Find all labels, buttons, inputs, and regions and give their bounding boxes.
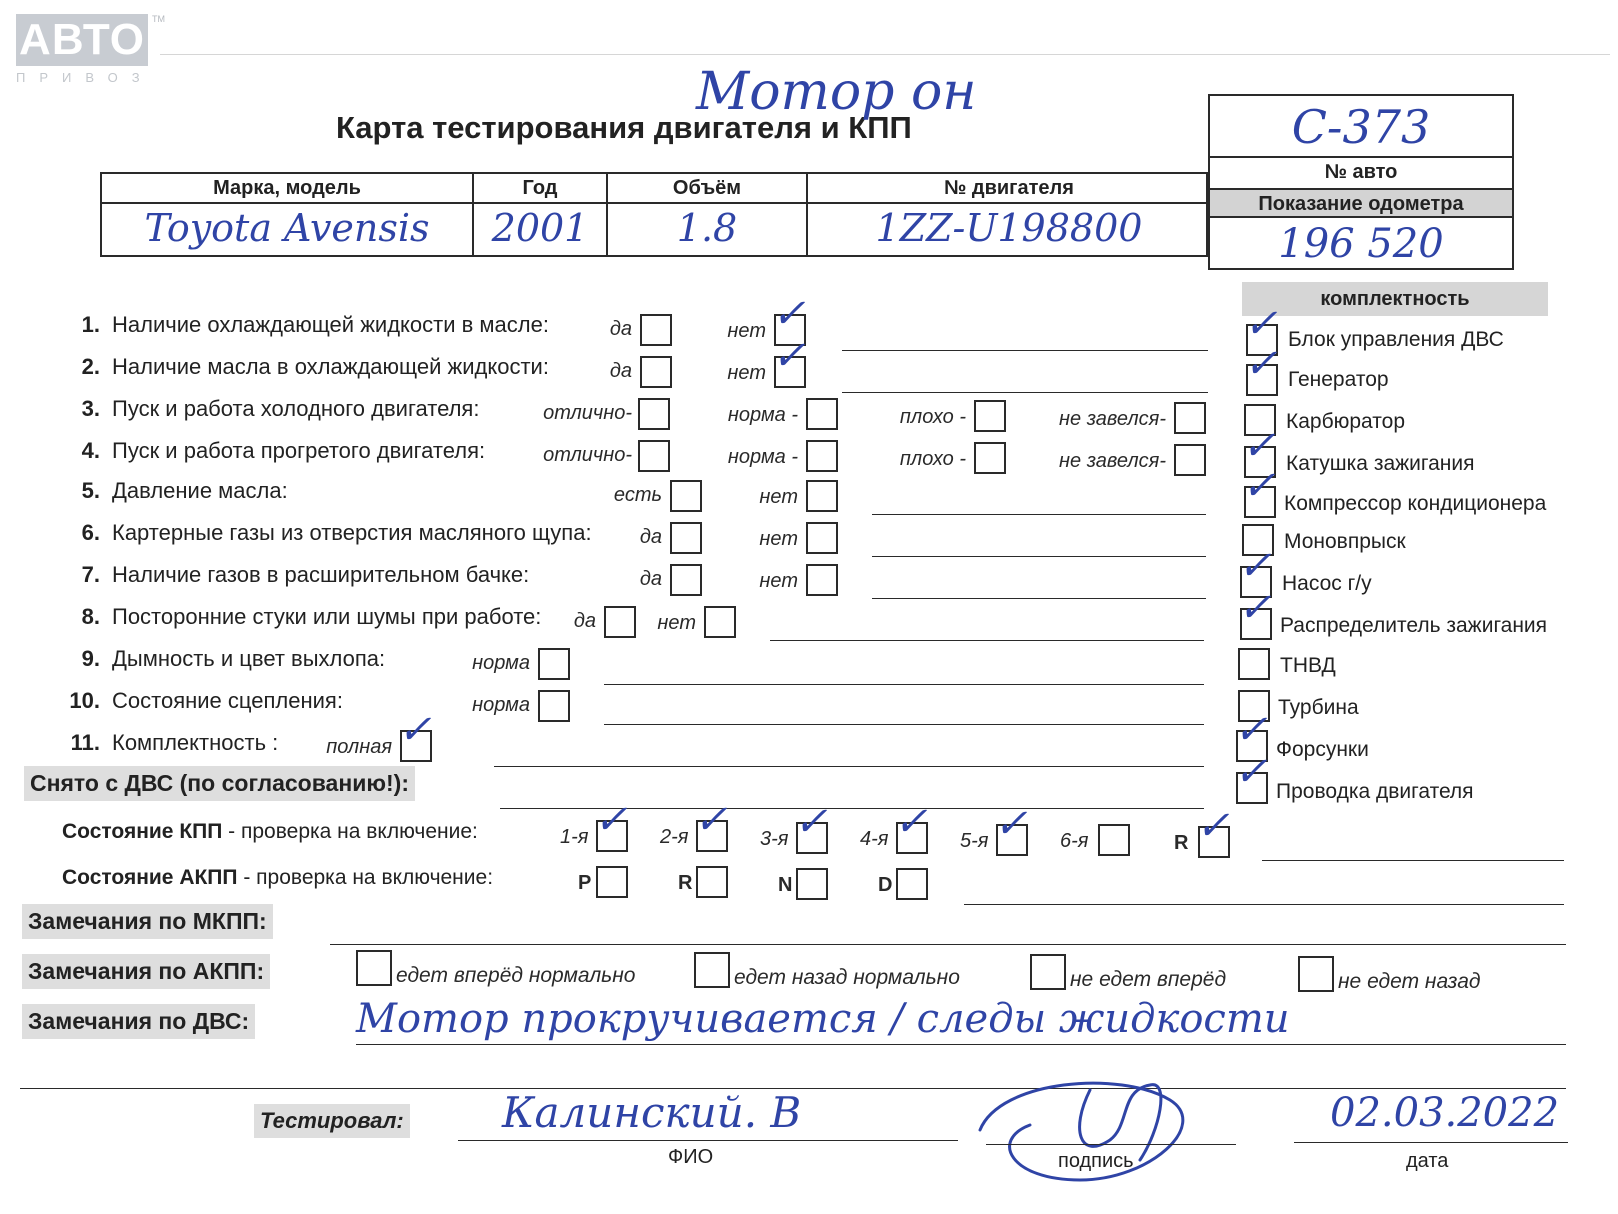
kit-item-label: Генератор (1288, 368, 1389, 391)
logo-main: АВТО (16, 14, 148, 66)
question-text: Наличие газов в расширительном бачке: (112, 562, 530, 587)
removed-section-label: Снято с ДВС (по согласованию!): (24, 766, 415, 801)
kit-distributor-checkbox[interactable] (1238, 585, 1272, 640)
q4-not-started-checkbox[interactable] (1174, 444, 1206, 476)
date-handwritten: 02.03.2022 (1330, 1090, 1560, 1136)
col-header: Объём (608, 174, 806, 204)
gear-label: 2-я (660, 826, 689, 848)
option-label: полная (326, 736, 392, 758)
akpp-r-checkbox[interactable] (696, 866, 728, 898)
q4-bad-checkbox[interactable] (974, 442, 1006, 474)
auto-number-box (1208, 94, 1514, 270)
kit-engine-wiring-checkbox[interactable] (1234, 749, 1268, 804)
check-mark-icon: ✓ (894, 799, 928, 845)
kit-item-label: Карбюратор (1286, 410, 1406, 433)
option-label: да (609, 318, 632, 340)
akpp-gear-label: R (678, 872, 693, 894)
col-make-model (102, 174, 474, 255)
remarks-akpp-label: Замечания по АКПП: (22, 954, 270, 989)
kit-item-label: Моновпрыск (1284, 530, 1406, 553)
kpp-label-bold: Состояние КПП (62, 820, 223, 843)
check-mark-icon: ✓ (1238, 543, 1272, 589)
question-text: Комплектность : (112, 730, 279, 755)
tested-by-label: Тестировал: (254, 1104, 410, 1138)
gear-label: 3-я (760, 828, 789, 850)
option-label: да (639, 526, 662, 548)
answer-line (330, 944, 1566, 945)
option-label: плохо - (899, 448, 966, 470)
option-label: нет (759, 486, 798, 508)
kit-item-label: Насос г/у (1282, 572, 1372, 595)
option-label: не завелся- (1059, 408, 1166, 430)
question-number: 11. (70, 730, 100, 755)
answer-line (770, 640, 1204, 641)
q3-bad-checkbox[interactable] (974, 400, 1006, 432)
kit-item-label: Распределитель зажигания (1280, 614, 1548, 637)
q7-yes-checkbox[interactable] (670, 564, 702, 596)
col-header: Год (474, 174, 606, 204)
kit-item-label: Турбина (1278, 696, 1359, 719)
option-label: норма (472, 694, 530, 716)
question-number: 8. (81, 604, 100, 629)
akpp-no-backward-checkbox[interactable] (1298, 956, 1334, 992)
logo-tm: TM (152, 14, 165, 24)
auto-number-value: С-373 (1210, 96, 1512, 158)
check-mark-icon: ✓ (694, 797, 728, 843)
gear-2-checkbox[interactable] (694, 797, 728, 852)
check-mark-icon: ✓ (1234, 707, 1268, 753)
akpp-gear-label: N (778, 874, 793, 896)
q2-yes-checkbox[interactable] (640, 356, 672, 388)
tester-name-handwritten: Калинский. В (502, 1088, 802, 1137)
kit-item-label: Форсунки (1276, 738, 1369, 761)
check-mark-icon: ✓ (1238, 585, 1272, 631)
q2-no-checkbox[interactable] (772, 333, 806, 388)
option-label: нет (759, 570, 798, 592)
question-number: 5. (81, 478, 100, 503)
remarks-dvs-label: Замечания по ДВС: (22, 1004, 255, 1039)
gear-1-checkbox[interactable] (594, 797, 628, 852)
answer-line (494, 766, 1204, 767)
check-mark-icon: ✓ (772, 291, 806, 337)
q5-yes-checkbox[interactable] (670, 480, 702, 512)
q1-yes-checkbox[interactable] (640, 314, 672, 346)
akpp-p-checkbox[interactable] (596, 866, 628, 898)
q8-no-checkbox[interactable] (704, 606, 736, 638)
answer-line (604, 724, 1204, 725)
check-mark-icon: ✓ (1242, 423, 1276, 469)
question-text: Пуск и работа прогретого двигателя: (112, 438, 486, 463)
option-label: отлично- (543, 444, 632, 466)
check-mark-icon: ✓ (1234, 749, 1268, 795)
akpp-option-label: едет вперёд нормально (396, 964, 636, 987)
akpp-option-label: не едет вперёд (1070, 968, 1227, 991)
question-number: 1. (81, 312, 100, 337)
q4-excellent-checkbox[interactable] (638, 440, 670, 472)
answer-line (1294, 1142, 1568, 1143)
answer-line (872, 514, 1206, 515)
gear-label: 5-я (960, 830, 989, 852)
gear-5-checkbox[interactable] (994, 801, 1028, 856)
akpp-no-forward-checkbox[interactable] (1030, 954, 1066, 990)
fio-caption: ФИО (668, 1146, 714, 1168)
question-2 (66, 354, 549, 380)
q8-yes-checkbox[interactable] (604, 606, 636, 638)
check-mark-icon: ✓ (794, 799, 828, 845)
check-mark-icon: ✓ (594, 797, 628, 843)
q7-no-checkbox[interactable] (806, 564, 838, 596)
kit-generator-checkbox[interactable] (1244, 341, 1278, 396)
answer-line (604, 684, 1204, 685)
akpp-forward-ok-checkbox[interactable] (356, 950, 392, 986)
option-label: нет (727, 362, 766, 384)
question-number: 7. (81, 562, 100, 587)
auto-number-label: № авто (1324, 161, 1398, 183)
kpp-label (62, 820, 478, 844)
option-label: отлично- (543, 402, 632, 424)
option-label: есть (613, 484, 662, 506)
question-6 (66, 520, 592, 546)
akpp-option-label: не едет назад (1338, 970, 1481, 993)
option-label: да (609, 360, 632, 382)
kit-item-label: Проводка двигателя (1276, 780, 1474, 803)
date-caption: дата (1406, 1150, 1449, 1172)
check-mark-icon: ✓ (1244, 301, 1278, 347)
option-label: норма - (727, 446, 798, 468)
gear-4-checkbox[interactable] (894, 799, 928, 854)
question-10 (66, 688, 343, 714)
answer-line (872, 598, 1206, 599)
signature-caption: подпись (1058, 1150, 1134, 1172)
question-3 (66, 396, 479, 422)
kpp-label-rest: - проверка на включение: (222, 820, 478, 843)
question-4 (66, 438, 485, 464)
question-text: Состояние сцепления: (112, 688, 343, 713)
logo-subtitle: ПРИВОЗ (16, 70, 154, 85)
gear-r-checkbox[interactable] (1196, 803, 1230, 858)
answer-line (964, 904, 1564, 905)
question-text: Давление масла: (112, 478, 288, 503)
option-label: да (639, 568, 662, 590)
question-11 (66, 730, 278, 756)
question-1 (66, 312, 549, 338)
answer-line (1262, 860, 1564, 861)
col-engine-number (808, 174, 1210, 255)
akpp-d-checkbox[interactable] (896, 868, 928, 900)
akpp-label-rest: - проверка на включение: (237, 866, 494, 889)
col-year (474, 174, 608, 255)
gear-label: R (1174, 832, 1189, 854)
question-text: Наличие масла в охлаждающей жидкости: (112, 354, 549, 379)
answer-line (842, 392, 1208, 393)
answer-line (356, 1044, 1566, 1045)
kit-item-label: Блок управления ДВС (1288, 328, 1504, 351)
question-number: 10. (69, 688, 100, 713)
q3-normal-checkbox[interactable] (806, 398, 838, 430)
gear-label: 1-я (560, 826, 589, 848)
option-label: нет (657, 612, 696, 634)
year-value: 2001 (491, 206, 589, 250)
col-header: Марка, модель (102, 174, 472, 204)
gear-label: 4-я (860, 828, 889, 850)
check-mark-icon: ✓ (398, 707, 432, 753)
akpp-gear-label: D (878, 874, 893, 896)
q9-normal-checkbox[interactable] (538, 648, 570, 680)
question-text: Картерные газы из отверстия масляного щупа: (112, 520, 592, 545)
question-number: 4. (81, 438, 100, 463)
kit-title: комплектность (1242, 282, 1548, 316)
answer-line (872, 556, 1206, 557)
option-label: да (573, 610, 596, 632)
option-label: норма (472, 652, 530, 674)
question-text: Наличие охлаждающей жидкости в масле: (112, 312, 549, 337)
option-label: нет (759, 528, 798, 550)
gear-3-checkbox[interactable] (794, 799, 828, 854)
option-label: норма - (727, 404, 798, 426)
q6-no-checkbox[interactable] (806, 522, 838, 554)
answer-line (842, 350, 1208, 351)
col-header: № двигателя (808, 174, 1210, 204)
kit-item-label: Компрессор кондиционера (1284, 492, 1547, 515)
odometer-value: 196 520 (1278, 221, 1444, 267)
kit-ac-compressor-checkbox[interactable] (1242, 463, 1276, 518)
q10-normal-checkbox[interactable] (538, 690, 570, 722)
engine-number-value: 1ZZ-U198800 (875, 206, 1143, 250)
question-8 (66, 604, 541, 630)
q11-full-checkbox[interactable] (398, 707, 432, 762)
question-number: 3. (81, 396, 100, 421)
question-number: 6. (81, 520, 100, 545)
kit-fuel-pump-checkbox[interactable] (1238, 648, 1270, 680)
check-mark-icon: ✓ (772, 333, 806, 379)
make-model-value: Toyota Avensis (144, 206, 430, 250)
akpp-label-bold: Состояние АКПП (62, 866, 238, 889)
q5-no-checkbox[interactable] (806, 480, 838, 512)
question-7 (66, 562, 529, 588)
col-volume (608, 174, 808, 255)
check-mark-icon: ✓ (1242, 463, 1276, 509)
check-mark-icon: ✓ (994, 801, 1028, 847)
gear-6-checkbox[interactable] (1098, 824, 1130, 856)
kit-item-label: Катушка зажигания (1286, 452, 1475, 475)
q4-normal-checkbox[interactable] (806, 440, 838, 472)
akpp-backward-ok-checkbox[interactable] (694, 952, 730, 988)
gear-label: 6-я (1060, 830, 1089, 852)
answer-line (986, 1144, 1236, 1145)
akpp-n-checkbox[interactable] (796, 868, 828, 900)
q6-yes-checkbox[interactable] (670, 522, 702, 554)
remarks-dvs-handwritten: Мотор прокручивается / следы жидкости (356, 996, 1290, 1042)
option-label: плохо - (899, 406, 966, 428)
option-label: нет (727, 320, 766, 342)
akpp-gear-label: P (578, 872, 592, 894)
q3-excellent-checkbox[interactable] (638, 398, 670, 430)
answer-line (458, 1140, 958, 1141)
question-9 (66, 646, 385, 672)
question-5 (66, 478, 288, 504)
odometer-label: Показание одометра (1210, 188, 1512, 218)
akpp-option-label: едет назад нормально (734, 966, 960, 989)
remarks-mkpp-label: Замечания по МКПП: (22, 904, 273, 939)
option-label: не завелся- (1059, 450, 1166, 472)
q3-not-started-checkbox[interactable] (1174, 402, 1206, 434)
logo (16, 14, 166, 86)
vehicle-info-table (100, 172, 1208, 257)
question-text: Посторонние стуки или шумы при работе: (112, 604, 542, 629)
question-number: 9. (81, 646, 100, 671)
question-text: Дымность и цвет выхлопа: (112, 646, 386, 671)
akpp-label (62, 866, 493, 890)
scan-edge-line (160, 54, 1610, 55)
kit-item-label: ТНВД (1280, 654, 1336, 677)
check-mark-icon: ✓ (1244, 341, 1278, 387)
page-title: Карта тестирования двигателя и КПП (336, 110, 912, 145)
volume-value: 1.8 (676, 206, 738, 250)
question-number: 2. (81, 354, 100, 379)
check-mark-icon: ✓ (1196, 803, 1230, 849)
handwritten-title: Мотор он (696, 62, 977, 122)
question-text: Пуск и работа холодного двигателя: (112, 396, 480, 421)
